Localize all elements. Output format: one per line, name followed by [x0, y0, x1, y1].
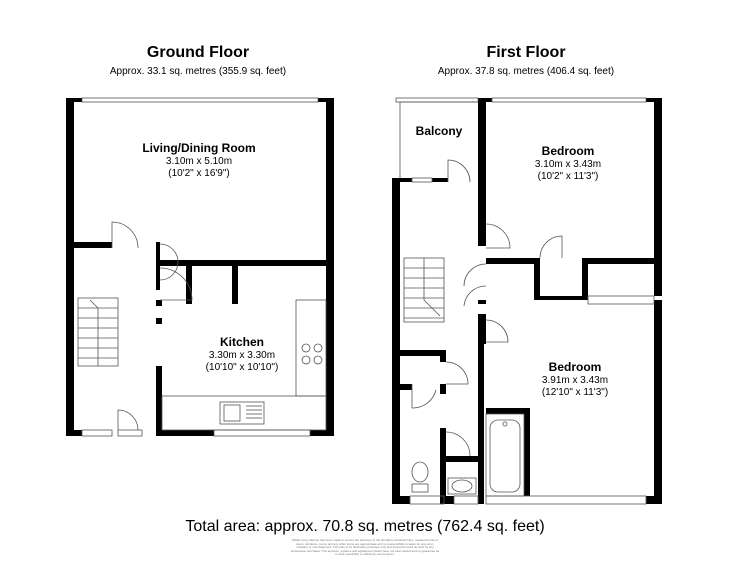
total-area: Total area: approx. 70.8 sq. metres (762.4 sq. feet) [185, 518, 545, 535]
disclaimer-text: Whilst every attempt has been made to ensure the accuracy of the floorplan contained here, measurements of doors, windows, rooms and any other items are approximate and no responsibility is taken for any error, omission or mis-statement. This plan is for illustrative purposes only and should be used as such by any prospective purchaser. The services, systems and appliances shown have not been tested and no guarantee as to their operability or efficiency can be given. [290, 538, 440, 556]
room-kitchen-metric: 3.30m x 3.30m [208, 350, 276, 361]
first-floor-title: First Floor [486, 44, 566, 61]
room-living-dining-imperial: (10'2" x 16'9") [168, 168, 230, 179]
room-balcony [404, 124, 474, 139]
room-bedroom-1-imperial: (10'2" x 11'3") [537, 171, 599, 182]
ground-floor-area: Approx. 33.1 sq. metres (355.9 sq. feet) [109, 66, 287, 77]
room-kitchen [182, 335, 302, 374]
room-bedroom-1-name: Bedroom [541, 144, 595, 158]
room-kitchen-name: Kitchen [219, 335, 264, 349]
room-bedroom-2 [515, 360, 635, 399]
room-balcony-name: Balcony [415, 124, 463, 138]
room-living-dining-name: Living/Dining Room [142, 141, 256, 155]
ground-floor-title: Ground Floor [146, 44, 250, 61]
room-bedroom-1-metric: 3.10m x 3.43m [534, 159, 602, 170]
room-bedroom-2-imperial: (12'10" x 11'3") [541, 387, 609, 398]
room-kitchen-imperial: (10'10" x 10'10") [205, 362, 279, 373]
room-bedroom-2-metric: 3.91m x 3.43m [541, 375, 609, 386]
first-floor-area: Approx. 37.8 sq. metres (406.4 sq. feet) [437, 66, 615, 77]
room-bedroom-1 [508, 144, 628, 183]
room-living-dining-metric: 3.10m x 5.10m [165, 156, 233, 167]
room-living-dining [139, 141, 259, 180]
room-bedroom-2-name: Bedroom [548, 360, 602, 374]
